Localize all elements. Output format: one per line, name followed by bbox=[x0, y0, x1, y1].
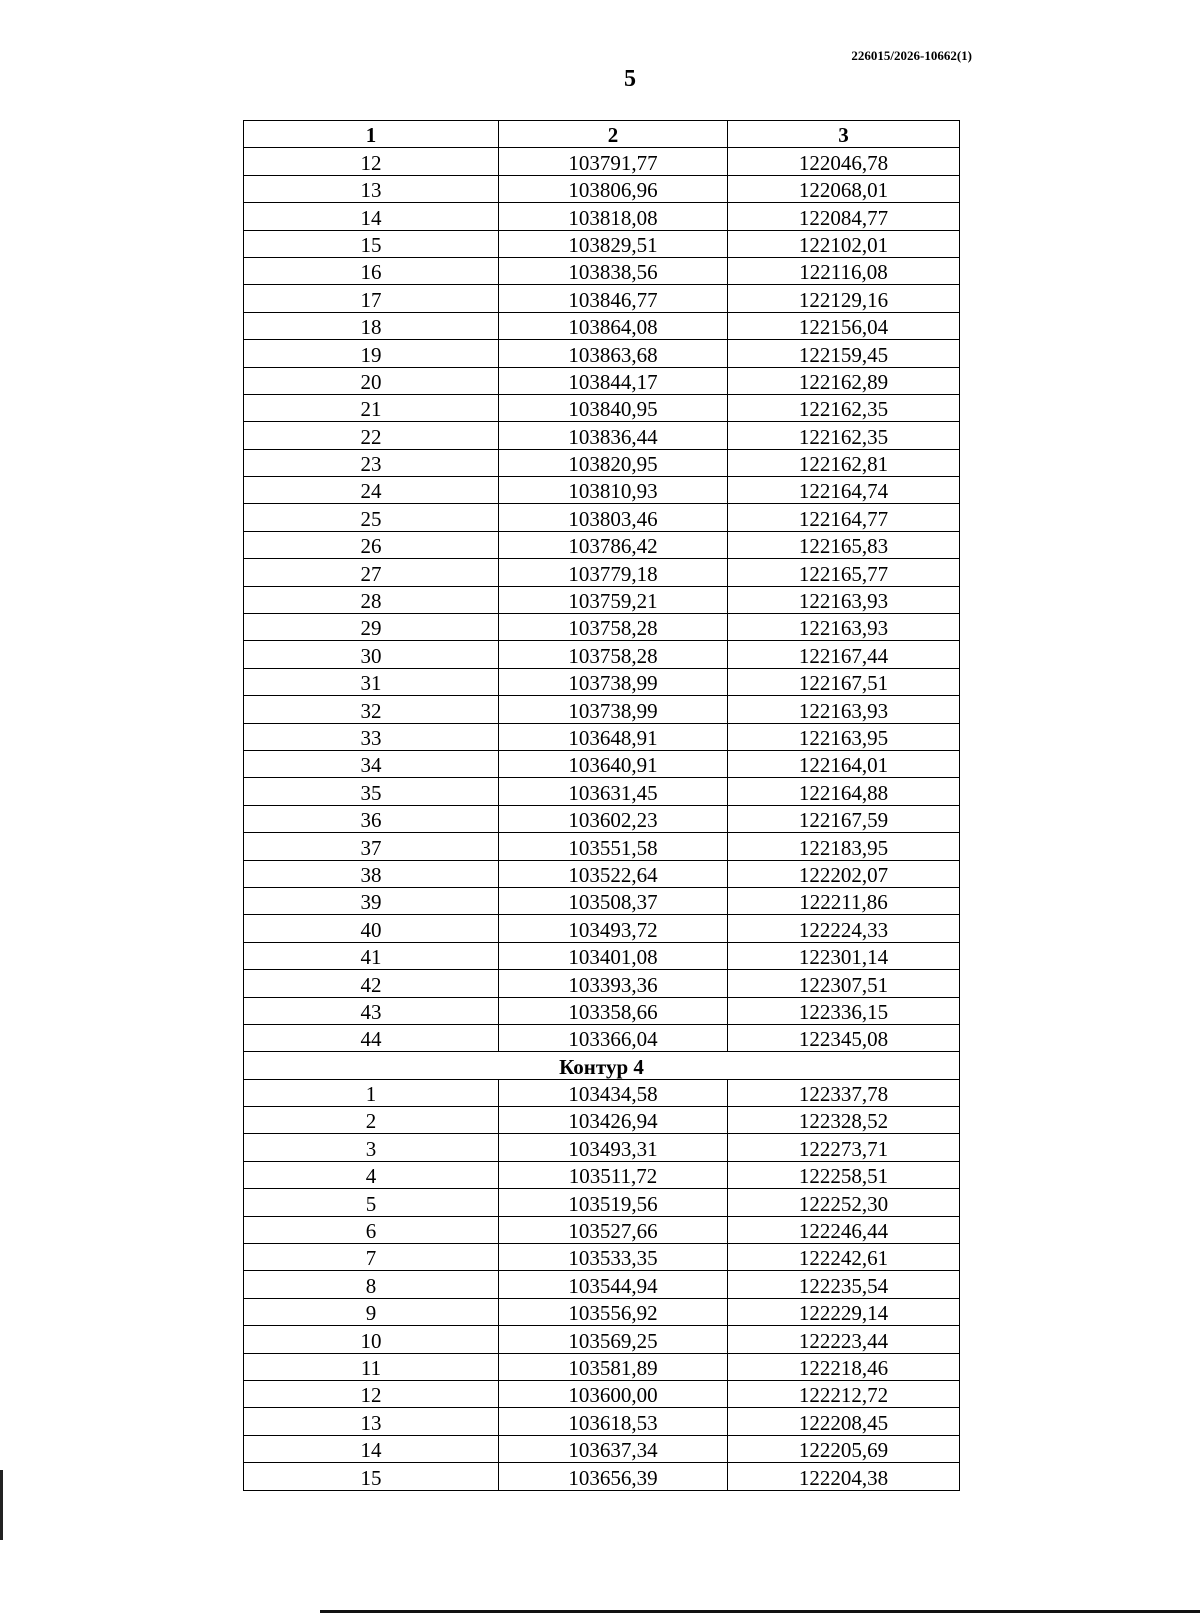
table-cell-col-2: 103759,21 bbox=[499, 586, 728, 613]
table-row bbox=[244, 1216, 960, 1243]
contour-table-body bbox=[244, 1079, 960, 1490]
table-row bbox=[244, 312, 960, 339]
table-cell-col-1: 4 bbox=[244, 1161, 499, 1188]
table-cell-col-3: 122159,45 bbox=[728, 340, 960, 367]
table-cell-col-1: 39 bbox=[244, 887, 499, 914]
table-cell-col-3: 122167,59 bbox=[728, 805, 960, 832]
table-cell-col-1: 12 bbox=[244, 148, 499, 175]
table-cell-col-3: 122242,61 bbox=[728, 1244, 960, 1271]
table-cell-col-2: 103640,91 bbox=[499, 750, 728, 777]
table-cell-col-3: 122162,35 bbox=[728, 394, 960, 421]
table-cell-col-1: 14 bbox=[244, 203, 499, 230]
table-cell-col-2: 103493,31 bbox=[499, 1134, 728, 1161]
table-cell-col-2: 103829,51 bbox=[499, 230, 728, 257]
table-row bbox=[244, 1079, 960, 1106]
table-row bbox=[244, 175, 960, 202]
table-cell-col-1: 32 bbox=[244, 696, 499, 723]
table-cell-col-3: 122337,78 bbox=[728, 1079, 960, 1106]
table-row bbox=[244, 668, 960, 695]
table-cell-col-2: 103527,66 bbox=[499, 1216, 728, 1243]
table-cell-col-2: 103838,56 bbox=[499, 257, 728, 284]
table-cell-col-2: 103758,28 bbox=[499, 614, 728, 641]
table-cell-col-2: 103581,89 bbox=[499, 1353, 728, 1380]
table-cell-col-1: 20 bbox=[244, 367, 499, 394]
table-cell-col-3: 122246,44 bbox=[728, 1216, 960, 1243]
table-cell-col-1: 18 bbox=[244, 312, 499, 339]
table-cell-col-3: 122163,93 bbox=[728, 586, 960, 613]
table-cell-col-1: 40 bbox=[244, 915, 499, 942]
table-cell-col-1: 24 bbox=[244, 477, 499, 504]
table-cell-col-2: 103511,72 bbox=[499, 1161, 728, 1188]
table-cell-col-2: 103508,37 bbox=[499, 887, 728, 914]
table-row bbox=[244, 1134, 960, 1161]
table-row bbox=[244, 1107, 960, 1134]
table-cell-col-1: 27 bbox=[244, 559, 499, 586]
table-cell-col-1: 26 bbox=[244, 531, 499, 558]
table-cell-col-3: 122208,45 bbox=[728, 1408, 960, 1435]
table-cell-col-2: 103631,45 bbox=[499, 778, 728, 805]
table-cell-col-2: 103656,39 bbox=[499, 1463, 728, 1490]
table-cell-col-2: 103758,28 bbox=[499, 641, 728, 668]
table-cell-col-1: 28 bbox=[244, 586, 499, 613]
table-row bbox=[244, 559, 960, 586]
table-row bbox=[244, 860, 960, 887]
table-row bbox=[244, 887, 960, 914]
table-cell-col-3: 122163,93 bbox=[728, 614, 960, 641]
table-row bbox=[244, 1380, 960, 1407]
table-cell-col-3: 122164,01 bbox=[728, 750, 960, 777]
table-cell-col-1: 35 bbox=[244, 778, 499, 805]
table-cell-col-2: 103820,95 bbox=[499, 449, 728, 476]
table-row bbox=[244, 1298, 960, 1325]
table-row bbox=[244, 805, 960, 832]
table-cell-col-3: 122328,52 bbox=[728, 1107, 960, 1134]
table-cell-col-3: 122116,08 bbox=[728, 257, 960, 284]
table-cell-col-2: 103803,46 bbox=[499, 504, 728, 531]
table-cell-col-1: 21 bbox=[244, 394, 499, 421]
table-cell-col-3: 122252,30 bbox=[728, 1189, 960, 1216]
table-cell-col-3: 122084,77 bbox=[728, 203, 960, 230]
table-row bbox=[244, 997, 960, 1024]
table-cell-col-1: 13 bbox=[244, 175, 499, 202]
table-cell-col-3: 122273,71 bbox=[728, 1134, 960, 1161]
table-cell-col-3: 122046,78 bbox=[728, 148, 960, 175]
table-cell-col-3: 122165,83 bbox=[728, 531, 960, 558]
table-cell-col-2: 103637,34 bbox=[499, 1435, 728, 1462]
table-cell-col-3: 122165,77 bbox=[728, 559, 960, 586]
table-cell-col-3: 122162,81 bbox=[728, 449, 960, 476]
table-row bbox=[244, 723, 960, 750]
table-cell-col-3: 122164,74 bbox=[728, 477, 960, 504]
header-col-1: 1 bbox=[244, 121, 499, 148]
table-cell-col-3: 122224,33 bbox=[728, 915, 960, 942]
table-cell-col-2: 103551,58 bbox=[499, 833, 728, 860]
table-cell-col-2: 103519,56 bbox=[499, 1189, 728, 1216]
coordinates-table bbox=[243, 120, 960, 1491]
table-cell-col-3: 122301,14 bbox=[728, 942, 960, 969]
table-row bbox=[244, 422, 960, 449]
table-cell-col-3: 122345,08 bbox=[728, 1024, 960, 1051]
table-cell-col-2: 103600,00 bbox=[499, 1380, 728, 1407]
table-cell-col-1: 44 bbox=[244, 1024, 499, 1051]
table-cell-col-1: 41 bbox=[244, 942, 499, 969]
header-col-2: 2 bbox=[499, 121, 728, 148]
table-cell-col-3: 122212,72 bbox=[728, 1380, 960, 1407]
page-number: 5 bbox=[624, 66, 636, 92]
table-cell-col-2: 103836,44 bbox=[499, 422, 728, 449]
table-cell-col-3: 122163,95 bbox=[728, 723, 960, 750]
table-cell-col-2: 103863,68 bbox=[499, 340, 728, 367]
table-cell-col-1: 36 bbox=[244, 805, 499, 832]
table-cell-col-1: 30 bbox=[244, 641, 499, 668]
table-cell-col-3: 122307,51 bbox=[728, 970, 960, 997]
table-cell-col-2: 103618,53 bbox=[499, 1408, 728, 1435]
table-cell-col-2: 103544,94 bbox=[499, 1271, 728, 1298]
table-row bbox=[244, 1189, 960, 1216]
table-row bbox=[244, 1463, 960, 1490]
table-row bbox=[244, 1408, 960, 1435]
table-row bbox=[244, 394, 960, 421]
table-cell-col-3: 122229,14 bbox=[728, 1298, 960, 1325]
table-cell-col-3: 122202,07 bbox=[728, 860, 960, 887]
table-row bbox=[244, 750, 960, 777]
table-row bbox=[244, 148, 960, 175]
scan-edge-mark bbox=[0, 1470, 3, 1540]
table-cell-col-2: 103840,95 bbox=[499, 394, 728, 421]
table-cell-col-1: 11 bbox=[244, 1353, 499, 1380]
table-cell-col-3: 122211,86 bbox=[728, 887, 960, 914]
table-cell-col-3: 122156,04 bbox=[728, 312, 960, 339]
table-cell-col-1: 33 bbox=[244, 723, 499, 750]
table-cell-col-1: 5 bbox=[244, 1189, 499, 1216]
table-cell-col-1: 22 bbox=[244, 422, 499, 449]
table-row bbox=[244, 915, 960, 942]
table-cell-col-1: 38 bbox=[244, 860, 499, 887]
table-cell-col-1: 23 bbox=[244, 449, 499, 476]
table-cell-col-1: 42 bbox=[244, 970, 499, 997]
table-cell-col-3: 122102,01 bbox=[728, 230, 960, 257]
table-cell-col-1: 19 bbox=[244, 340, 499, 367]
header-col-3: 3 bbox=[728, 121, 960, 148]
table-cell-col-1: 15 bbox=[244, 1463, 499, 1490]
table-cell-col-1: 2 bbox=[244, 1107, 499, 1134]
table-cell-col-2: 103602,23 bbox=[499, 805, 728, 832]
table-row bbox=[244, 1161, 960, 1188]
table-cell-col-1: 13 bbox=[244, 1408, 499, 1435]
table-cell-col-3: 122167,44 bbox=[728, 641, 960, 668]
table-row bbox=[244, 257, 960, 284]
contour-section bbox=[244, 1052, 960, 1079]
table-cell-col-1: 34 bbox=[244, 750, 499, 777]
table-cell-col-3: 122235,54 bbox=[728, 1271, 960, 1298]
table-cell-col-2: 103556,92 bbox=[499, 1298, 728, 1325]
contour-title-row bbox=[244, 1052, 960, 1079]
table-row bbox=[244, 230, 960, 257]
table-cell-col-2: 103806,96 bbox=[499, 175, 728, 202]
table-cell-col-2: 103366,04 bbox=[499, 1024, 728, 1051]
table-cell-col-2: 103648,91 bbox=[499, 723, 728, 750]
table-cell-col-1: 7 bbox=[244, 1244, 499, 1271]
table-cell-col-3: 122258,51 bbox=[728, 1161, 960, 1188]
table-cell-col-2: 103434,58 bbox=[499, 1079, 728, 1106]
table-cell-col-2: 103864,08 bbox=[499, 312, 728, 339]
table-row bbox=[244, 340, 960, 367]
table-cell-col-3: 122167,51 bbox=[728, 668, 960, 695]
table-cell-col-3: 122336,15 bbox=[728, 997, 960, 1024]
table-row bbox=[244, 477, 960, 504]
table-cell-col-1: 10 bbox=[244, 1326, 499, 1353]
table-cell-col-3: 122162,35 bbox=[728, 422, 960, 449]
table-cell-col-1: 12 bbox=[244, 1380, 499, 1407]
table-cell-col-3: 122129,16 bbox=[728, 285, 960, 312]
table-cell-col-3: 122164,88 bbox=[728, 778, 960, 805]
table-cell-col-1: 9 bbox=[244, 1298, 499, 1325]
table-cell-col-1: 29 bbox=[244, 614, 499, 641]
table-row bbox=[244, 367, 960, 394]
table-cell-col-1: 14 bbox=[244, 1435, 499, 1462]
table-cell-col-1: 8 bbox=[244, 1271, 499, 1298]
table-cell-col-3: 122163,93 bbox=[728, 696, 960, 723]
table-cell-col-2: 103791,77 bbox=[499, 148, 728, 175]
table-row bbox=[244, 1435, 960, 1462]
table-cell-col-3: 122183,95 bbox=[728, 833, 960, 860]
table-cell-col-1: 37 bbox=[244, 833, 499, 860]
table-cell-col-2: 103393,36 bbox=[499, 970, 728, 997]
table-cell-col-3: 122204,38 bbox=[728, 1463, 960, 1490]
table-row bbox=[244, 970, 960, 997]
table-row bbox=[244, 203, 960, 230]
contour-title: Контур 4 bbox=[244, 1052, 960, 1079]
table-cell-col-2: 103844,17 bbox=[499, 367, 728, 394]
table-cell-col-1: 43 bbox=[244, 997, 499, 1024]
table-cell-col-3: 122205,69 bbox=[728, 1435, 960, 1462]
table-cell-col-2: 103779,18 bbox=[499, 559, 728, 586]
table-cell-col-2: 103358,66 bbox=[499, 997, 728, 1024]
table-row bbox=[244, 778, 960, 805]
table-row bbox=[244, 1353, 960, 1380]
table-row bbox=[244, 586, 960, 613]
table-cell-col-2: 103569,25 bbox=[499, 1326, 728, 1353]
table-cell-col-1: 6 bbox=[244, 1216, 499, 1243]
table-row bbox=[244, 285, 960, 312]
table-row bbox=[244, 531, 960, 558]
table-row bbox=[244, 614, 960, 641]
table-cell-col-3: 122164,77 bbox=[728, 504, 960, 531]
table-cell-col-3: 122068,01 bbox=[728, 175, 960, 202]
table-row bbox=[244, 449, 960, 476]
table-cell-col-2: 103426,94 bbox=[499, 1107, 728, 1134]
table-cell-col-2: 103738,99 bbox=[499, 696, 728, 723]
table-row bbox=[244, 641, 960, 668]
table-cell-col-1: 25 bbox=[244, 504, 499, 531]
table-row bbox=[244, 1326, 960, 1353]
table-cell-col-1: 17 bbox=[244, 285, 499, 312]
table-row bbox=[244, 1271, 960, 1298]
table-cell-col-2: 103786,42 bbox=[499, 531, 728, 558]
table-row bbox=[244, 833, 960, 860]
table-cell-col-2: 103493,72 bbox=[499, 915, 728, 942]
table-header-row bbox=[244, 121, 960, 148]
table-cell-col-1: 31 bbox=[244, 668, 499, 695]
table-cell-col-1: 3 bbox=[244, 1134, 499, 1161]
table-cell-col-2: 103810,93 bbox=[499, 477, 728, 504]
table-cell-col-3: 122218,46 bbox=[728, 1353, 960, 1380]
table-cell-col-3: 122223,44 bbox=[728, 1326, 960, 1353]
table-cell-col-2: 103533,35 bbox=[499, 1244, 728, 1271]
table-cell-col-1: 16 bbox=[244, 257, 499, 284]
table-row bbox=[244, 1244, 960, 1271]
table-cell-col-1: 15 bbox=[244, 230, 499, 257]
table-cell-col-2: 103818,08 bbox=[499, 203, 728, 230]
table-row bbox=[244, 942, 960, 969]
table-cell-col-1: 1 bbox=[244, 1079, 499, 1106]
scan-bottom-line bbox=[320, 1610, 1200, 1613]
document-number: 226015/2026-10662(1) bbox=[851, 48, 972, 63]
table-body bbox=[244, 148, 960, 1052]
table-row bbox=[244, 504, 960, 531]
table-cell-col-2: 103738,99 bbox=[499, 668, 728, 695]
table-cell-col-3: 122162,89 bbox=[728, 367, 960, 394]
table-cell-col-2: 103846,77 bbox=[499, 285, 728, 312]
table-cell-col-2: 103522,64 bbox=[499, 860, 728, 887]
table-row bbox=[244, 1024, 960, 1051]
table-cell-col-2: 103401,08 bbox=[499, 942, 728, 969]
table-row bbox=[244, 696, 960, 723]
